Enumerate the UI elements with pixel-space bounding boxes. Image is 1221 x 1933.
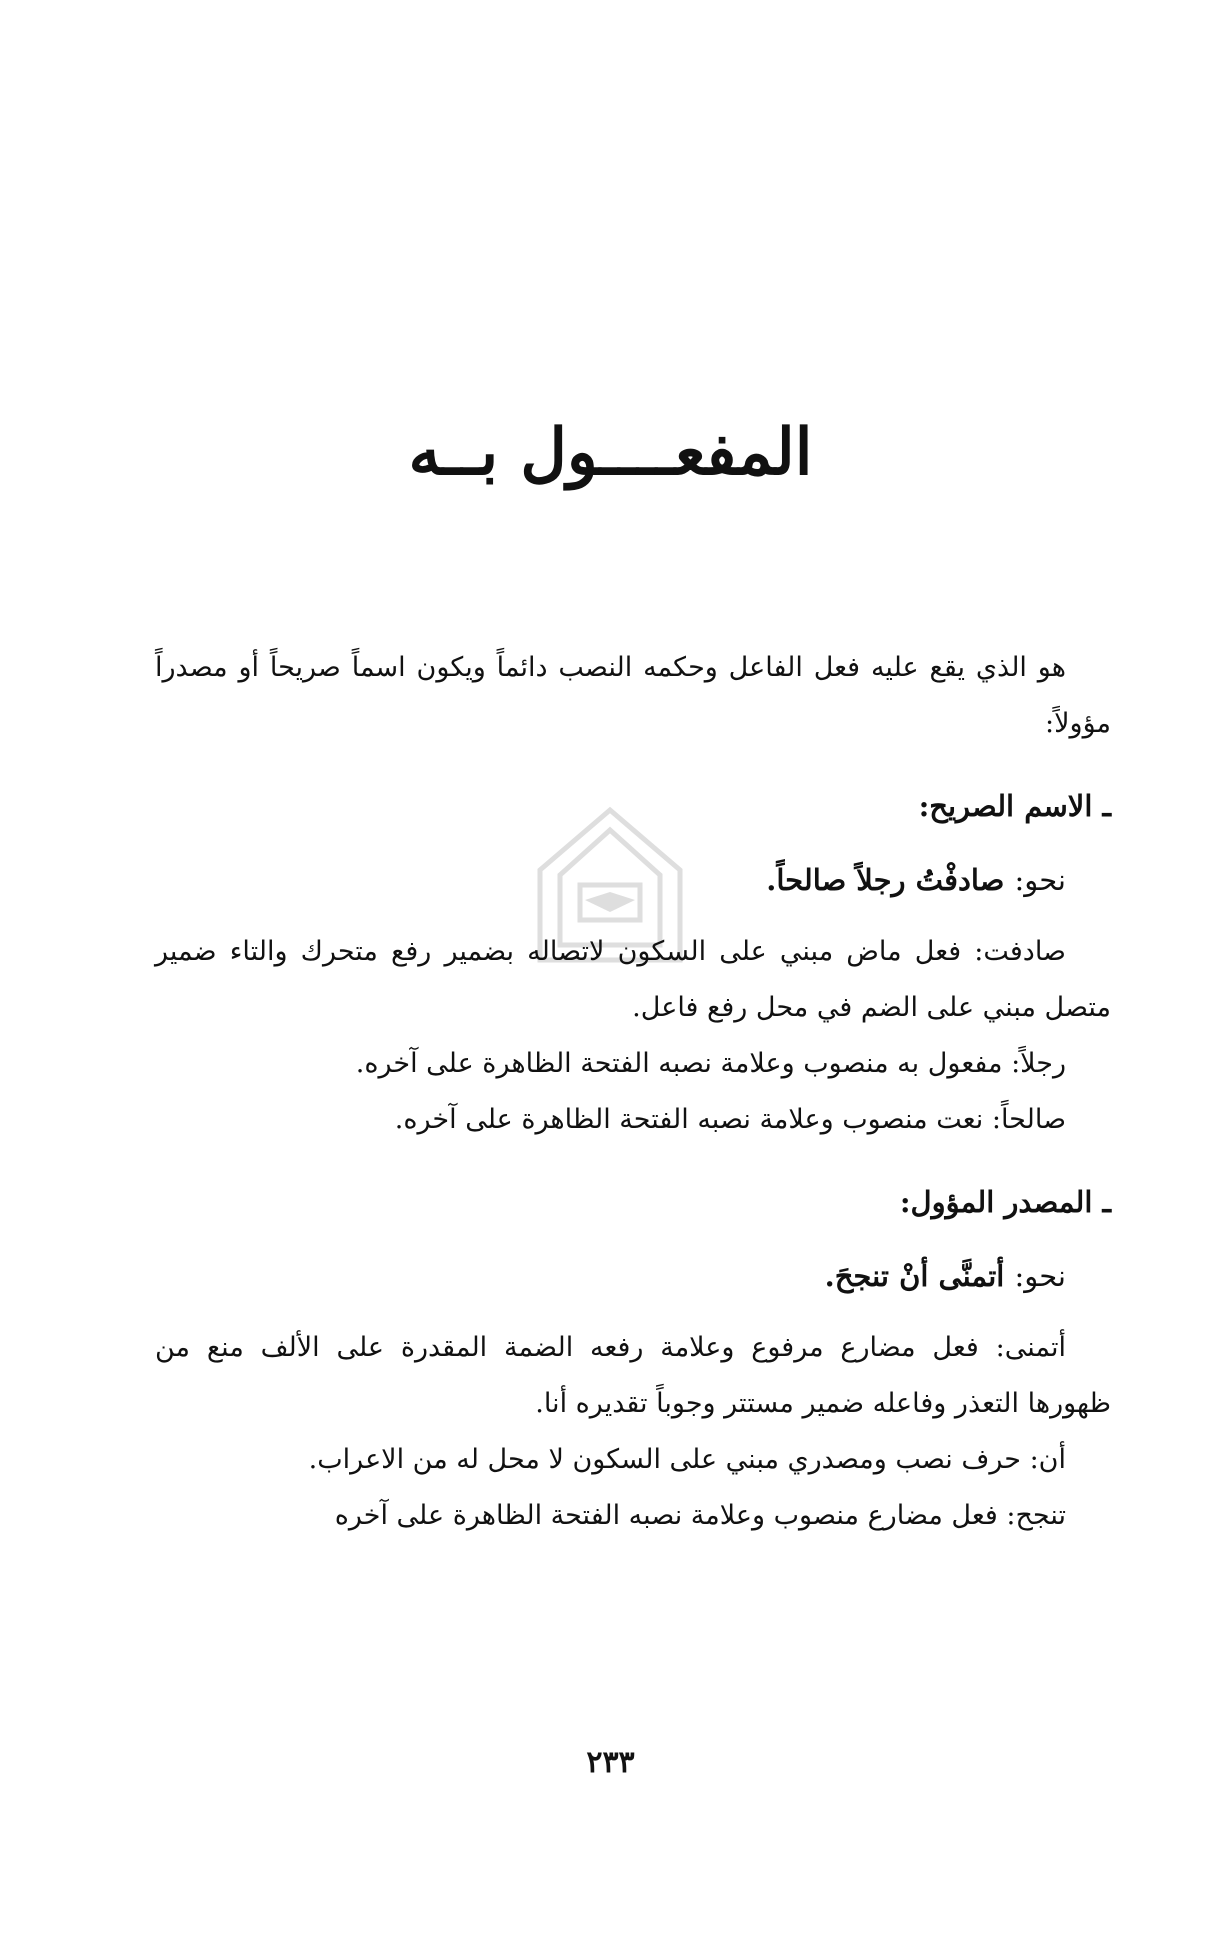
- example-explicit-noun: [155, 852, 1066, 908]
- intro-paragraph: هو الذي يقع عليه فعل الفاعل وحكمه النصب دائماً ويكون اسماً صريحاً أو مصدراً مؤولاً:: [155, 652, 1111, 739]
- example-interpreted-infinitive: [155, 1248, 1066, 1304]
- example-label: نحو:: [1014, 1259, 1066, 1293]
- page-title: المفعــــول بــه: [408, 415, 813, 490]
- gloss-item: [155, 1036, 1111, 1092]
- section-heading-interpreted-infinitive: ـ المصدر المؤول:: [899, 1185, 1111, 1219]
- gloss-text: فعل مضارع مرفوع وعلامة رفعه الضمة المقدرة على الألف منع من ظهورها التعذر وفاعله ضمير مستتر وجوباً تقديره أنا.: [155, 1332, 1111, 1419]
- body-text: [155, 640, 1111, 1544]
- gloss-item: [155, 1320, 1111, 1432]
- example-sentence: صادفْتُ رجلاً صالحاً.: [766, 863, 1005, 897]
- gloss-term: أتمنى:: [995, 1332, 1066, 1363]
- page-number: ٢٣٣: [586, 1745, 635, 1780]
- gloss-item: [155, 1488, 1111, 1544]
- section-heading-explicit-noun: ـ الاسم الصريح:: [918, 789, 1111, 823]
- gloss-item: [155, 1092, 1111, 1148]
- gloss-term: صالحاً:: [991, 1104, 1066, 1135]
- gloss-item: [155, 1432, 1111, 1488]
- gloss-term: تنجح:: [1006, 1500, 1066, 1531]
- example-sentence: أتمنَّى أنْ تنجحَ.: [824, 1259, 1005, 1293]
- gloss-text: فعل ماض مبني على السكون لاتصاله بضمير رفع متحرك والتاء ضمير متصل مبني على الضم في محل رفع فاعل.: [155, 936, 1111, 1023]
- gloss-term: أن:: [1029, 1444, 1066, 1475]
- gloss-text: نعت منصوب وعلامة نصبه الفتحة الظاهرة على آخره.: [394, 1104, 984, 1135]
- gloss-text: فعل مضارع منصوب وعلامة نصبه الفتحة الظاهرة على آخره: [334, 1500, 998, 1531]
- gloss-text: مفعول به منصوب وعلامة نصبه الفتحة الظاهرة على آخره.: [355, 1048, 1003, 1079]
- gloss-item: [155, 924, 1111, 1036]
- example-label: نحو:: [1014, 863, 1066, 897]
- gloss-term: صادفت:: [974, 936, 1066, 967]
- gloss-term: رجلاً:: [1011, 1048, 1066, 1079]
- gloss-text: حرف نصب ومصدري مبني على السكون لا محل له من الاعراب.: [308, 1444, 1021, 1475]
